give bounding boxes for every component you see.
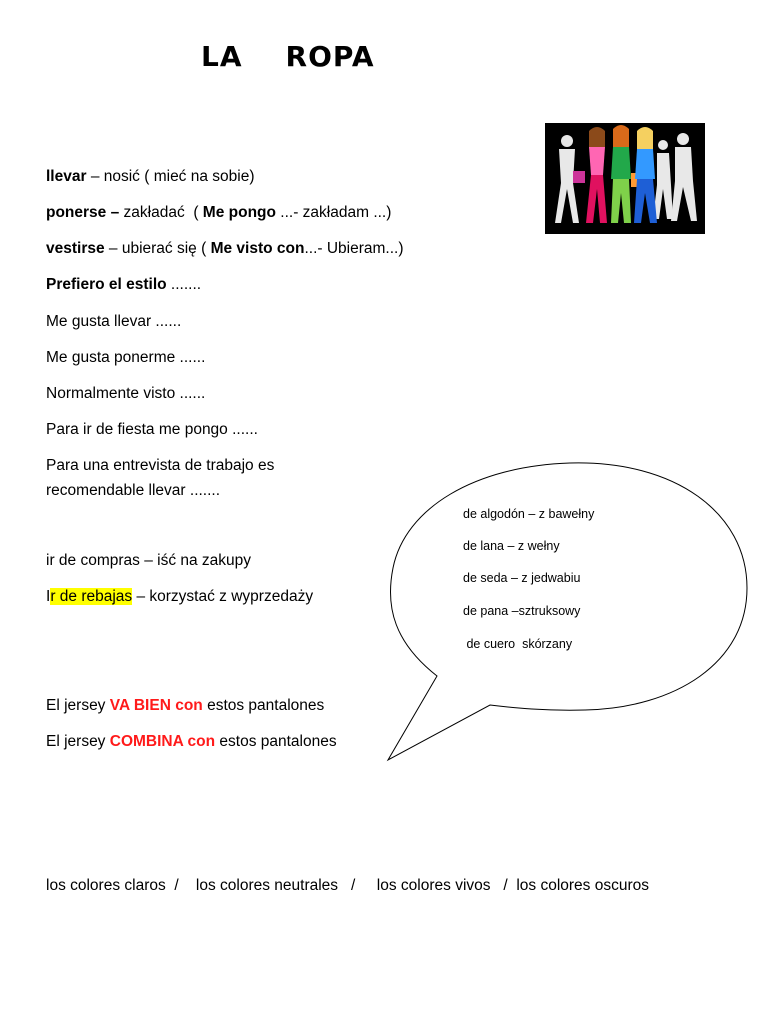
vocab-rebajas: [46, 585, 313, 609]
translation-llevar: – nosić ( mieć na sobie): [86, 168, 255, 185]
combina-suffix: estos pantalones: [215, 733, 337, 750]
prompt-prefiero: [46, 273, 201, 297]
translation-vestirse: – ubierać się (: [104, 240, 211, 257]
translation-ponerse-end: ...- zakładam ...): [275, 204, 392, 221]
colors-list: los colores claros / los colores neutrales / los colores vivos / los colores oscuros: [46, 877, 650, 894]
example-combina: [46, 730, 337, 754]
page-title: LA ROPA: [201, 40, 375, 73]
vocab-llevar: [46, 165, 255, 189]
prompt-gusta-llevar: Me gusta llevar ......: [46, 313, 182, 330]
term-vestirse: vestirse: [46, 240, 105, 257]
material-lana: de lana – z wełny: [463, 539, 560, 553]
prefiero-blank: .......: [166, 276, 202, 293]
va-bien-prefix: El jersey: [46, 697, 110, 714]
term-ponerse: ponerse –: [46, 204, 120, 221]
vocab-ponerse: [46, 201, 391, 225]
example-va-bien: [46, 694, 324, 718]
example-me-pongo: Me pongo: [202, 204, 276, 221]
rebajas-translation: – korzystać z wyprzedaży: [132, 588, 314, 605]
prompt-gusta-ponerme: Me gusta ponerme ......: [46, 349, 206, 366]
rebajas-highlight: r de rebajas: [50, 588, 133, 605]
prompt-normalmente: Normalmente visto ......: [46, 385, 206, 402]
term-prefiero: Prefiero el estilo: [46, 276, 167, 293]
va-bien-emphasis: VA BIEN con: [109, 697, 203, 714]
combina-prefix: El jersey: [46, 733, 110, 750]
prompt-entrevista-line1: Para una entrevista de trabajo es: [46, 457, 275, 474]
speech-bubble: [385, 458, 755, 768]
material-pana: de pana –sztruksowy: [463, 604, 581, 618]
rebajas-prefix: I: [46, 588, 51, 605]
example-me-visto-con: Me visto con: [210, 240, 305, 257]
combina-emphasis: COMBINA con: [109, 733, 216, 750]
material-algodon: de algodón – z bawełny: [463, 507, 595, 521]
translation-ponerse: zakładać (: [119, 204, 203, 221]
translation-vestirse-end: ...- Ubieram...): [304, 240, 404, 257]
va-bien-suffix: estos pantalones: [202, 697, 325, 714]
material-seda: de seda – z jedwabiu: [463, 571, 581, 585]
material-cuero: de cuero skórzany: [463, 637, 573, 651]
shopping-women-illustration: [545, 123, 705, 234]
prompt-entrevista-line2: recomendable llevar .......: [46, 482, 221, 499]
vocab-vestirse: [46, 237, 404, 261]
term-llevar: llevar: [46, 168, 87, 185]
prompt-fiesta: Para ir de fiesta me pongo ......: [46, 421, 258, 438]
vocab-compras: ir de compras – iść na zakupy: [46, 552, 252, 569]
